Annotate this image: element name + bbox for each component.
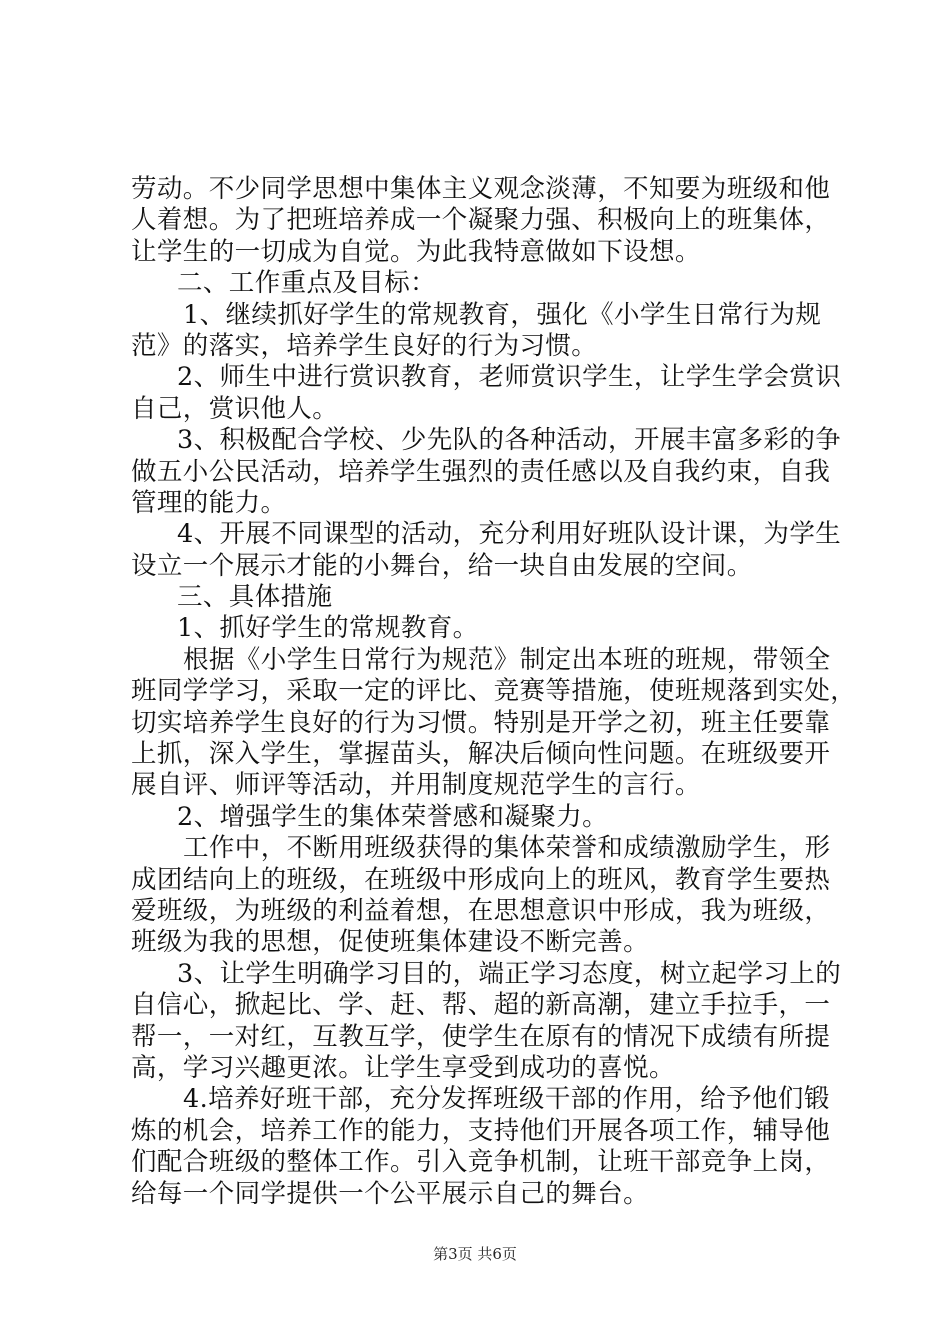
- paragraph: [131, 519, 842, 582]
- paragraph: [131, 1084, 831, 1210]
- text-line: 展自评、师评等活动，并用制度规范学生的言行。: [131, 770, 701, 801]
- page-footer: 第3页 共6页: [433, 1245, 517, 1263]
- text-line: 3、让学生明确学习目的，端正学习态度，树立起学习上的: [177, 958, 842, 989]
- text-line: 4.培养好班干部，充分发挥班级干部的作用，给予他们锻: [183, 1084, 830, 1115]
- paragraph: [131, 644, 857, 802]
- text-line: 工作中，不断用班级获得的集体荣誉和成绩激励学生，形: [183, 833, 831, 864]
- text-line: 给每一个同学提供一个公平展示自己的舞台。: [131, 1178, 650, 1209]
- text-line: 成团结向上的班级，在班级中形成向上的班风，教育学生要热: [131, 864, 831, 895]
- text-line: 管理的能力。: [131, 487, 287, 518]
- text-line: 班同学学习，采取一定的评比、竞赛等措施，使班规落到实处，: [131, 676, 857, 707]
- text-line: 上抓，深入学生，掌握苗头，解决后倾向性问题。在班级要开: [131, 739, 831, 770]
- text-line: 炼的机会，培养工作的能力，支持他们开展各项工作，辅导他: [131, 1115, 831, 1146]
- document-body: [131, 174, 857, 1210]
- text-line: 帮一，一对红，互教互学，使学生在原有的情况下成绩有所提: [131, 1021, 831, 1052]
- text-line: 做五小公民活动，培养学生强烈的责任感以及自我约束，自我: [131, 456, 831, 487]
- text-line: 自己，赏识他人。: [131, 393, 339, 424]
- paragraph: [131, 613, 831, 644]
- paragraph: [131, 300, 831, 363]
- paragraph: [131, 802, 831, 833]
- text-line: 3、积极配合学校、少先队的各种活动，开展丰富多彩的争: [177, 425, 842, 456]
- text-line: 设立一个展示才能的小舞台，给一块自由发展的空间。: [131, 550, 753, 581]
- paragraph: [131, 582, 831, 613]
- text-line: 高，学习兴趣更浓。让学生享受到成功的喜悦。: [131, 1052, 675, 1083]
- text-line: 三、具体措施: [177, 582, 333, 613]
- text-line: 劳动。不少同学思想中集体主义观念淡薄，不知要为班级和他: [131, 174, 831, 204]
- text-line: 根据《小学生日常行为规范》制定出本班的班规，带领全: [183, 644, 831, 675]
- text-line: 1、继续抓好学生的常规教育，强化《小学生日常行为规: [183, 299, 822, 330]
- text-line: 切实培养学生良好的行为习惯。特别是开学之初，班主任要靠: [131, 707, 831, 738]
- paragraph: [131, 958, 842, 1085]
- text-line: 范》的落实，培养学生良好的行为习惯。: [131, 330, 598, 361]
- text-line: 2、增强学生的集体荣誉感和凝聚力。: [177, 801, 609, 832]
- text-line: 4、开展不同课型的活动，充分利用好班队设计课，为学生: [177, 519, 842, 550]
- text-line: 们配合班级的整体工作。引入竞争机制，让班干部竞争上岗，: [131, 1147, 831, 1178]
- paragraph: [131, 833, 831, 959]
- text-line: 爱班级，为班级的利益着想，在思想意识中形成，我为班级，: [131, 895, 831, 926]
- paragraph: [131, 268, 831, 299]
- text-line: 2、师生中进行赏识教育，老师赏识学生，让学生学会赏识: [177, 362, 842, 393]
- text-line: 1、抓好学生的常规教育。: [177, 613, 479, 644]
- text-line: 二、工作重点及目标：: [177, 268, 437, 299]
- text-line: 人着想。为了把班培养成一个凝聚力强、积极向上的班集体，: [131, 205, 831, 236]
- text-line: 班级为我的思想，促使班集体建设不断完善。: [131, 927, 650, 958]
- paragraph: [131, 174, 831, 268]
- paragraph: [131, 425, 842, 519]
- text-line: 让学生的一切成为自觉。为此我特意做如下设想。: [131, 236, 701, 267]
- paragraph: [131, 362, 842, 425]
- text-line: 自信心，掀起比、学、赶、帮、超的新高潮，建立手拉手，一: [131, 990, 831, 1021]
